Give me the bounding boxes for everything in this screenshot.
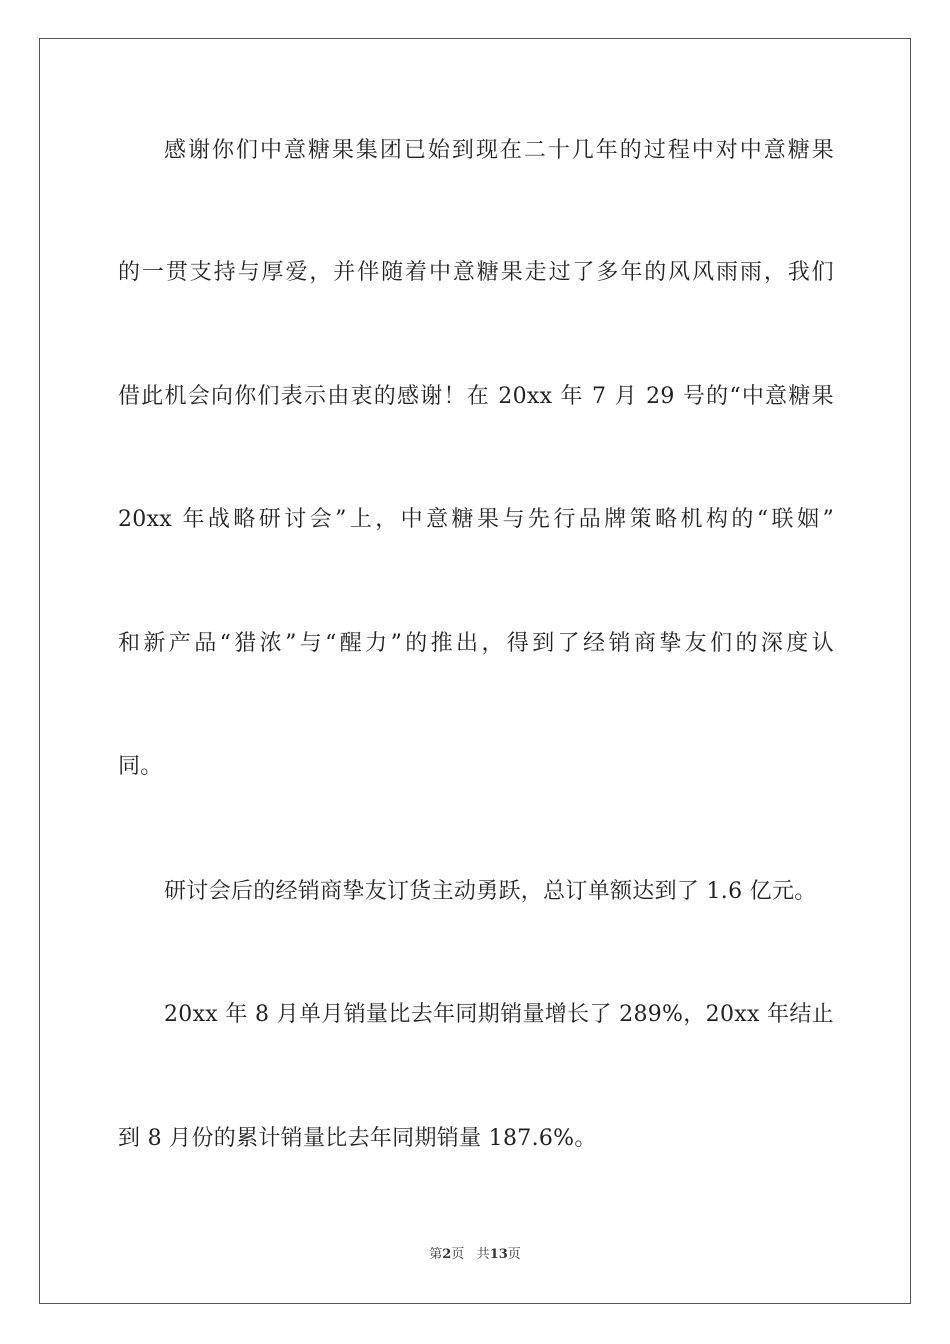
paragraph-line: 20xx 年 8 月单月销量比去年同期销量增长了 289%，20xx 年结止	[164, 1002, 834, 1027]
paragraph-line: 的一贯支持与厚爱，并伴随着中意糖果走过了多年的风风雨雨，我们	[118, 260, 834, 285]
paragraph-line: 研讨会后的经销商挚友订货主动勇跃，总订单额达到了 1.6 亿元。	[164, 879, 817, 904]
paragraph-line: 和新产品“猎浓”与“醒力”的推出，得到了经销商挚友们的深度认	[118, 631, 834, 656]
total-suffix: 页	[507, 1247, 521, 1262]
paragraph-line: 感谢你们中意糖果集团已始到现在二十几年的过程中对中意糖果	[164, 138, 834, 163]
total-prefix: 共	[476, 1247, 490, 1262]
page-border	[39, 38, 911, 1304]
page-total: 13	[489, 1247, 508, 1262]
paragraph-line: 同。	[118, 754, 163, 779]
paragraph-line: 到 8 月份的累计销量比去年同期销量 187.6%。	[118, 1126, 597, 1151]
page-prefix: 第	[429, 1247, 443, 1262]
page-footer	[0, 1246, 950, 1264]
paragraph-line: 借此机会向你们表示由衷的感谢！在 20xx 年 7 月 29 号的“中意糖果	[118, 384, 834, 409]
paragraph-line: 20xx 年战略研讨会”上，中意糖果与先行品牌策略机构的“联姻”	[118, 507, 834, 532]
page-suffix: 页	[451, 1247, 465, 1262]
page-number: 2	[442, 1247, 452, 1262]
